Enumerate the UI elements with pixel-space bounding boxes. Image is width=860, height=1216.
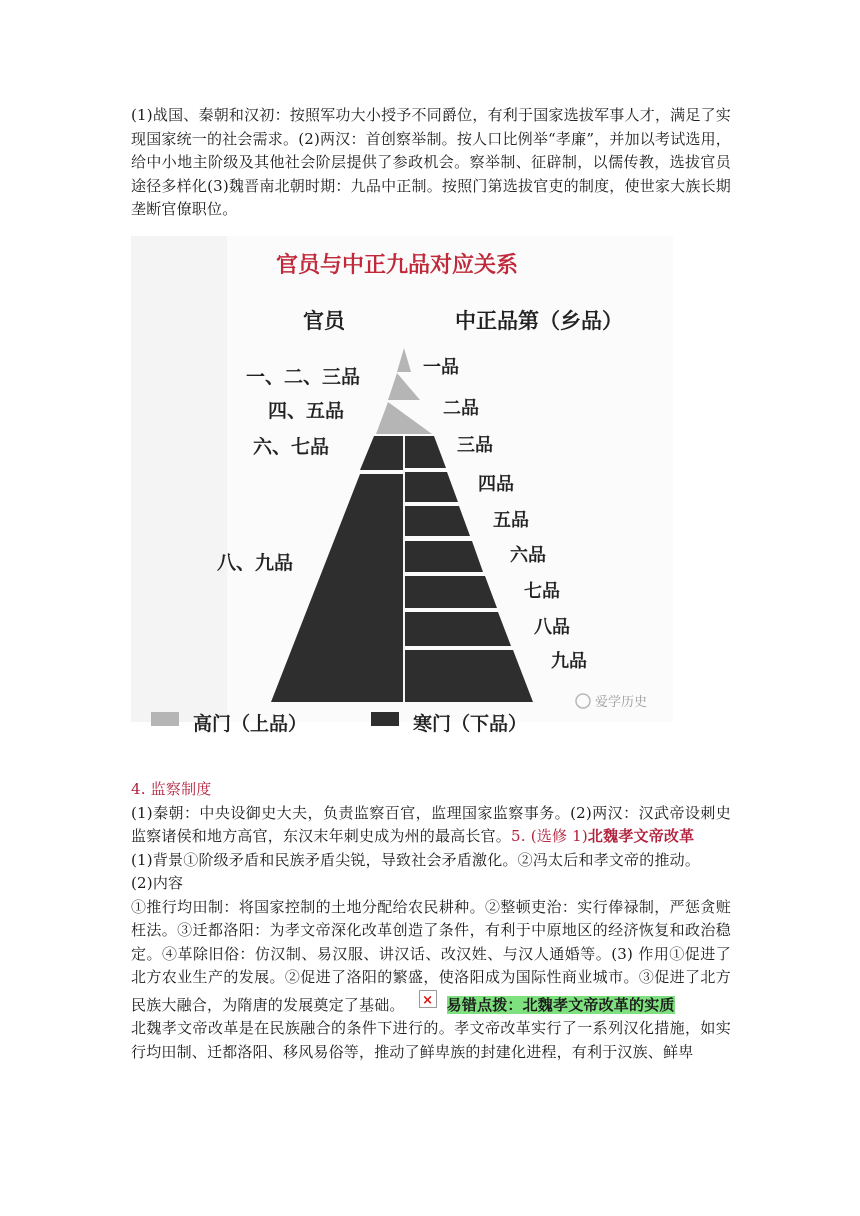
nine-rank-diagram	[131, 236, 673, 735]
grade-label-2: 二品	[443, 398, 479, 419]
pyramid-right-7	[404, 576, 497, 608]
section-4-heading: 4. 监察制度	[131, 780, 212, 798]
grade-label-6: 六品	[510, 545, 546, 566]
official-label-4: 八、九品	[216, 552, 294, 574]
grade-label-7: 七品	[524, 581, 560, 602]
pyramid-right-8	[404, 612, 511, 646]
watermark-text: 爱学历史	[595, 695, 648, 710]
reform-content-text: ①推行均田制：将国家控制的土地分配给农民耕种。②整顿吏治：实行俸禄制，严惩贪赃枉法。③迁都洛阳：为孝文帝深化改革创造了条件，有利于中原地区的经济恢复和政治稳定。④革除旧俗：仿汉制、易汉服、讲汉话、改汉姓、与汉人通婚等。(3) 作用①促进了北方农业生产的发展。②促进了洛阳的繁盛，使洛阳成为国际性商业城市。③促进了北方民族大融合，为隋唐的发展奠定了基础。	[131, 897, 731, 1014]
officials-header: 官员	[303, 309, 345, 333]
section-supervision	[131, 778, 731, 1064]
grades-header: 中正品第（乡品）	[455, 309, 623, 333]
reform-content	[131, 896, 731, 1018]
legend-swatch-high	[151, 712, 179, 726]
pyramid-right-5	[404, 506, 470, 536]
diagram-title: 官员与中正九品对应关系	[275, 253, 519, 278]
intro-paragraph: (1)战国、秦朝和汉初：按照军功大小授予不同爵位，有利于国家选拔军事人才，满足了实现国家统一的社会需求。(2)两汉：首创察举制。按人口比例举“孝廉”，并加以考试选用，给中小地主阶级及其他社会阶层提供了参政机会。察举制、征辟制，以儒传教，选拔官员途径多样化(3)魏晋南北朝时期：九品中正制。按照门第选拔官吏的制度，使世家大族长期垄断官僚职位。	[131, 106, 731, 218]
grade-label-4: 四品	[478, 474, 514, 495]
grade-label-3: 三品	[457, 435, 493, 456]
reform-essence: 北魏孝文帝改革是在民族融合的条件下进行的。孝文帝改革实行了一系列汉化措施，如实行均田制、迁都洛阳、移风易俗等，推动了鲜卑族的封建化进程，有利于汉族、鲜卑	[131, 1019, 731, 1061]
section-5-title: 北魏孝文帝改革	[587, 827, 695, 845]
official-label-1: 一、二、三品	[245, 366, 361, 388]
legend-label-high: 高门（上品）	[193, 713, 308, 735]
section-5-prefix: 5. (选修 1)	[511, 827, 588, 845]
nine-rank-pyramid-svg	[131, 236, 673, 735]
reform-background: (1)背景①阶级矛盾和民族矛盾尖锐，导致社会矛盾激化。②冯太后和孝文帝的推动。	[131, 850, 701, 869]
legend-label-low: 寒门（下品）	[413, 713, 528, 735]
supervision-text: (1)秦朝：中央设御史大夫，负责监察百官，监理国家监察事务。(2)两汉：汉武帝设刺史监察诸侯和地方高官，东汉末年刺史成为州的最高长官。	[131, 803, 731, 845]
official-label-2: 四、五品	[267, 400, 345, 422]
official-label-3: 六、七品	[252, 436, 330, 458]
reform-content-heading: (2)内容	[131, 874, 184, 892]
pyramid-right-6	[404, 541, 483, 572]
grade-label-8: 八品	[534, 617, 570, 638]
grade-label-1: 一品	[423, 357, 459, 378]
grade-label-9: 九品	[551, 651, 587, 672]
pyramid-right-9	[404, 650, 533, 702]
section-4-body	[131, 802, 731, 849]
broken-image-icon: ×	[419, 990, 437, 1008]
legend-swatch-low	[371, 712, 399, 726]
grade-label-5: 五品	[493, 510, 529, 531]
error-tip-label: 易错点拨：北魏孝文帝改革的实质	[446, 995, 675, 1014]
